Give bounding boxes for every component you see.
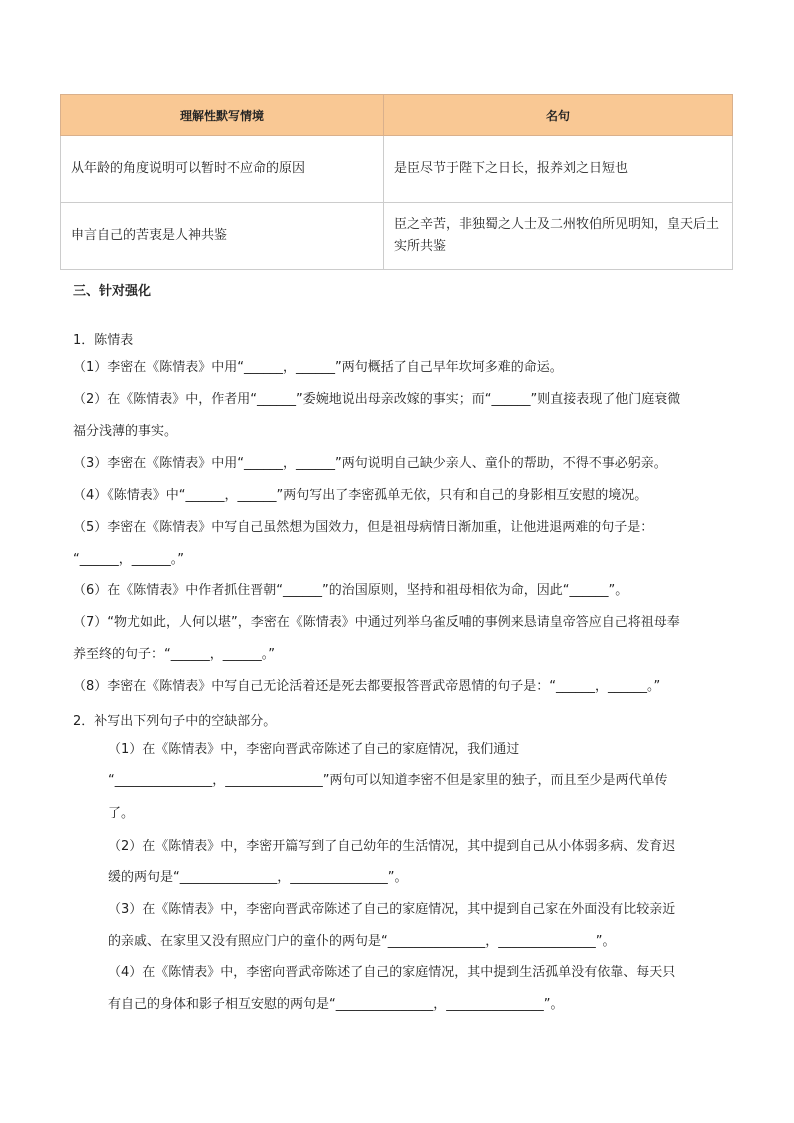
- exercise-line: 了。: [108, 806, 135, 821]
- table-cell-context: 申言自己的苦衷是人神共鉴: [61, 203, 384, 270]
- exercise-line: （5）李密在《陈情表》中写自己虽然想为国效力，但是祖母病情日渐加重，让他进退两难的句子是：: [73, 520, 654, 535]
- exercise-line: （7）“物尤如此，人何以堪”，李密在《陈情表》中通过列举乌雀反哺的事例来恳请皇帝答应自己将祖母奉: [73, 615, 680, 630]
- table-header-quote: 名句: [384, 95, 733, 136]
- section-title: 三、针对强化: [73, 284, 152, 299]
- recitation-table: [60, 94, 733, 270]
- exercise-line: “______，______。”: [73, 552, 184, 567]
- exercise-line: “_______________，_______________”两句可以知道李密不但是家里的独子，而且至少是两代单传: [108, 773, 668, 788]
- table-row: [61, 203, 733, 270]
- exercise-line: （1）在《陈情表》中，李密向晋武帝陈述了自己的家庭情况，我们通过: [108, 742, 520, 757]
- part1-title: 1．陈情表: [73, 333, 134, 348]
- table-cell-quote: 是臣尽节于陛下之日长，报养刘之日短也: [384, 136, 733, 203]
- exercise-line: 有自己的身体和影子相互安慰的两句是“_______________，_______________”。: [108, 997, 564, 1012]
- exercise-line: （4）《陈情表》中“______，______”两句写出了李密孤单无依，只有和自己的身影相互安慰的境况。: [73, 488, 648, 503]
- exercise-line: （3）李密在《陈情表》中用“______，______”两句说明自己缺少亲人、童仆的帮助，不得不事必躬亲。: [73, 456, 667, 471]
- exercise-line: （3）在《陈情表》中，李密向晋武帝陈述了自己的家庭情况，其中提到自己家在外面没有比较亲近: [108, 902, 676, 917]
- exercise-line: 养至终的句子：“______，______。”: [73, 647, 275, 662]
- exercise-line: 福分浅薄的事实。: [73, 424, 178, 439]
- exercise-line: （4）在《陈情表》中，李密向晋武帝陈述了自己的家庭情况，其中提到生活孤单没有依靠、每天只: [108, 965, 676, 980]
- table-header-row: [61, 95, 733, 136]
- exercise-line: （8）李密在《陈情表》中写自己无论活着还是死去都要报答晋武帝恩情的句子是：“______，______。”: [73, 679, 661, 694]
- exercise-line: （1）李密在《陈情表》中用“______，______”两句概括了自己早年坎坷多难的命运。: [73, 360, 563, 375]
- exercise-line: （2）在《陈情表》中，李密开篇写到了自己幼年的生活情况，其中提到自己从小体弱多病、发育迟: [108, 839, 676, 854]
- exercise-line: 缓的两句是“_______________，_______________”。: [108, 870, 408, 885]
- part2-title: 2．补写出下列句子中的空缺部分。: [73, 714, 277, 729]
- exercise-line: （2）在《陈情表》中，作者用“______”委婉地说出母亲改嫁的事实；而“______”则直接表现了他门庭衰微: [73, 392, 681, 407]
- table-header-context: 理解性默写情境: [61, 95, 384, 136]
- exercise-line: （6）在《陈情表》中作者抓住晋朝“______”的治国原则，坚持和祖母相依为命，因此“______”。: [73, 583, 629, 598]
- table-row: [61, 136, 733, 203]
- table-cell-quote: 臣之辛苦，非独蜀之人士及二州牧伯所见明知，皇天后土实所共鉴: [384, 203, 733, 270]
- exercise-line: 的亲戚、在家里又没有照应门户的童仆的两句是“_______________，_______________”。: [108, 934, 616, 949]
- table-cell-context: 从年龄的角度说明可以暂时不应命的原因: [61, 136, 384, 203]
